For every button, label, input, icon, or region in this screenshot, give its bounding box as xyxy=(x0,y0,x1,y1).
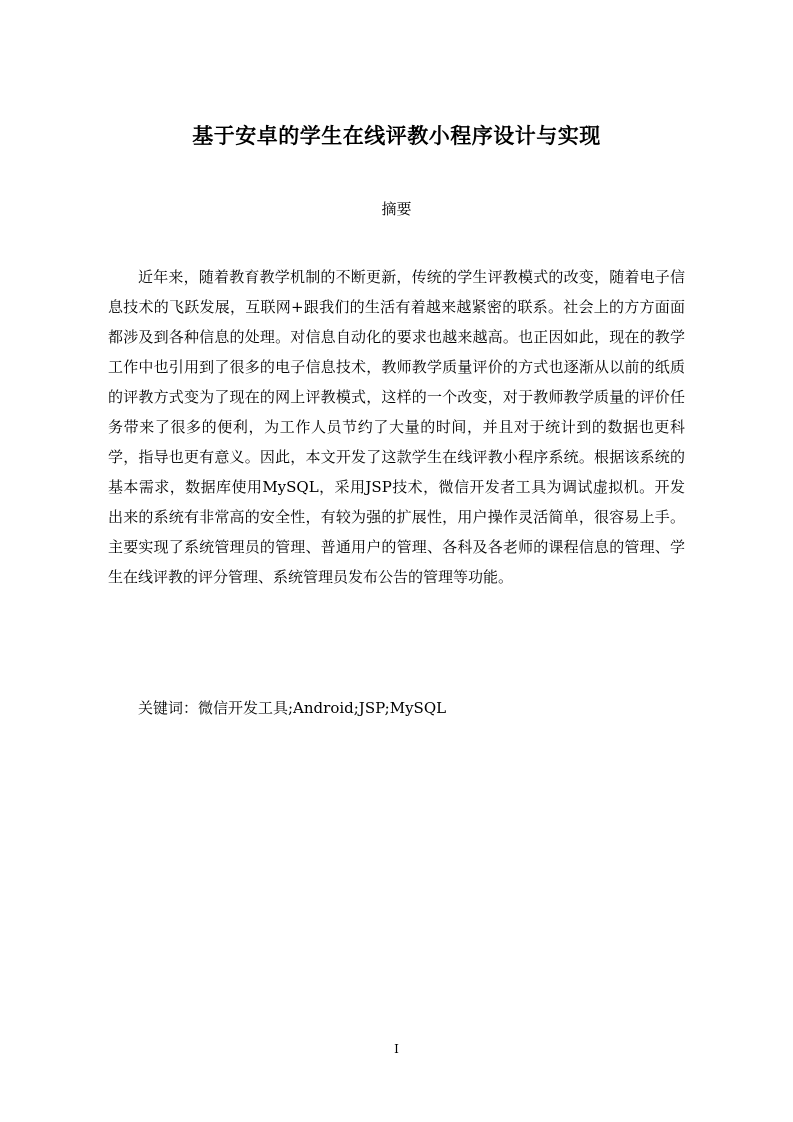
document-title: 基于安卓的学生在线评教小程序设计与实现 xyxy=(192,123,601,148)
page-number: I xyxy=(394,1042,399,1056)
abstract-body: 近年来，随着教育教学机制的不断更新，传统的学生评教模式的改变，随着电子信息技术的飞跃发展，互联网+跟我们的生活有着越来越紧密的联系。社会上的方方面面都涉及到各种信息的处理。对信息自动化的要求也越来越高。也正因如此，现在的教学工作中也引用到了很多的电子信息技术，教师教学质量评价的方式也逐渐从以前的纸质的评教方式变为了现在的网上评教模式，这样的一个改变，对于教师教学质量的评价任务带来了很多的便利，为工作人员节约了大量的时间，并且对于统计到的数据也更科学，指导也更有意义。因此，本文开发了这款学生在线评教小程序系统。根据该系统的基本需求，数据库使用MySQL，采用JSP技术，微信开发者工具为调试虚拟机。开发出来的系统有非常高的安全性，有较为强的扩展性，用户操作灵活简单，很容易上手。主要实现了系统管理员的管理、普通用户的管理、各科及各老师的课程信息的管理、学生在线评教的评分管理、系统管理员发布公告的管理等功能。 xyxy=(108,268,685,586)
keywords-line: 关键词：微信开发工具;Android;JSP;MySQL xyxy=(138,699,447,717)
abstract-heading: 摘要 xyxy=(381,200,412,218)
